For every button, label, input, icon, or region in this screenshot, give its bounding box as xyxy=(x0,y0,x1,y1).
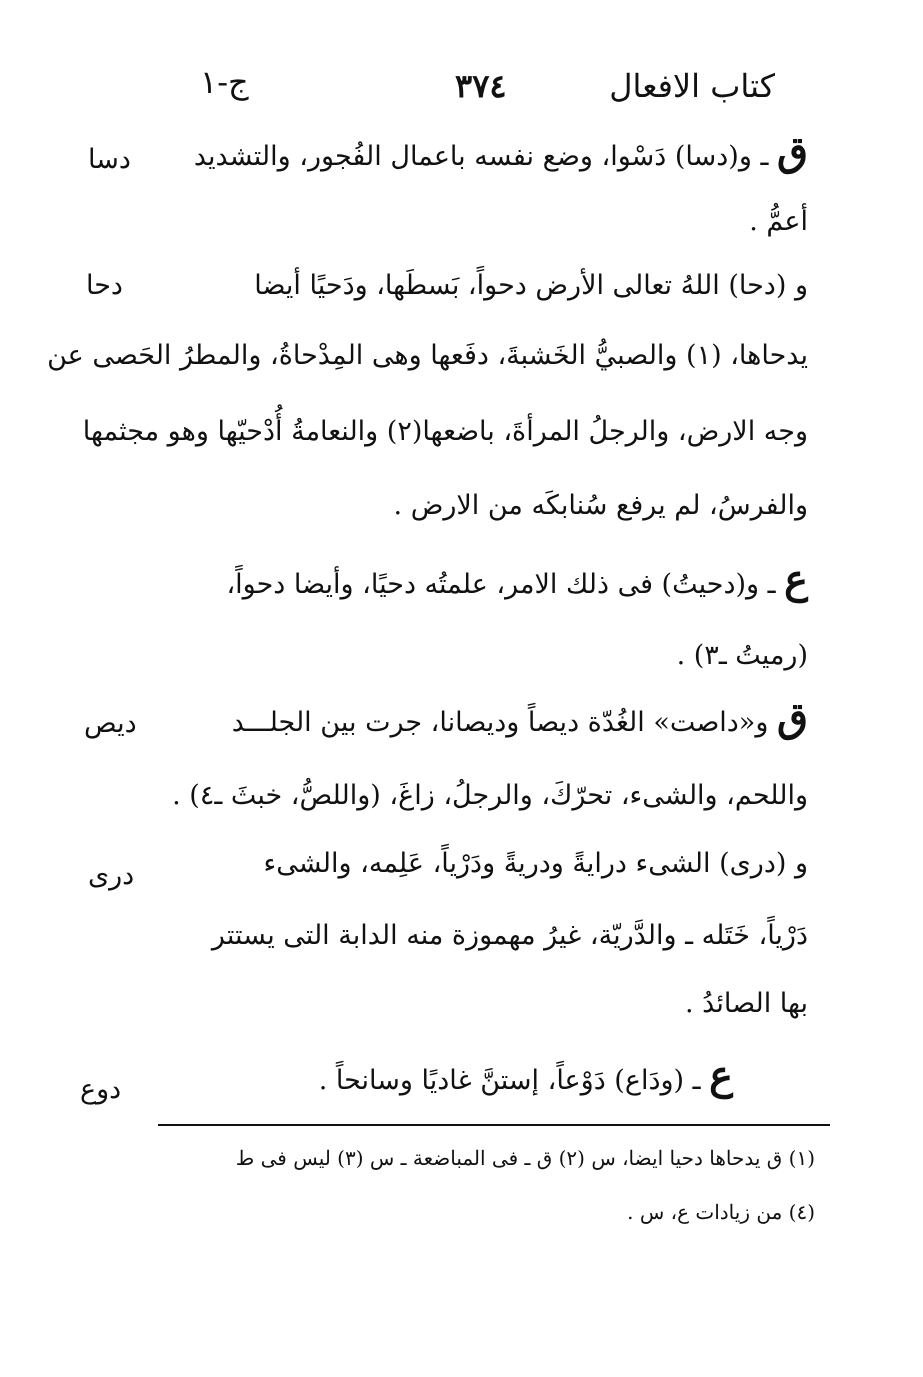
text-line xyxy=(172,778,808,814)
text-line xyxy=(677,638,808,674)
text-line xyxy=(47,338,808,374)
page-number: ٣٧٤ xyxy=(455,67,507,105)
footnote-line: (٤) من زيادات ع، س . xyxy=(627,1200,815,1224)
volume-label: ج-١ xyxy=(200,63,249,101)
margin-word: درى xyxy=(88,860,135,891)
text-line xyxy=(193,128,808,175)
text-line xyxy=(685,986,808,1022)
text-line xyxy=(254,268,808,304)
text-line xyxy=(83,414,808,450)
margin-word: دحا xyxy=(86,270,123,301)
margin-word: دسا xyxy=(88,144,131,175)
line-text: وجه الارض، والرجلُ المرأةَ، باضعها(٢) والنعامةُ أُدْحيّها وهو مجثمها xyxy=(82,416,808,447)
line-text: ـ (ودَاع) دَوْعاً، إستنَّ غاديًا وسانحاً . xyxy=(318,1065,710,1096)
text-line xyxy=(231,694,808,741)
line-text: و«داصت» الغُدّة ديصاً وديصانا، جرت بين الجلـــد xyxy=(231,707,777,738)
margin-word: دوع xyxy=(80,1074,122,1105)
line-text: ـ و(دسا) دَسْوا، وضع نفسه باعمال الفُجور، والتشديد xyxy=(193,141,777,172)
section-letter: ق xyxy=(776,694,808,741)
line-text: و (درى) الشىء درايةً ودريةً ودَرْياً، عَلِمه، والشىء xyxy=(263,848,808,879)
line-text: واللحم، والشىء، تحرّكَ، والرجلُ، زاغَ، (واللصُّ، خبثَ ـ٤) . xyxy=(172,780,808,811)
text-line xyxy=(394,488,808,524)
section-letter: ع xyxy=(784,556,808,603)
line-text: والفرسُ، لم يرفع سُنابكَه من الارض . xyxy=(393,490,808,521)
line-text: يدحاها، (١) والصبيُّ الخَشبةَ، دفَعها وهى المِدْحاةُ، والمطرُ الحَصى عن xyxy=(47,340,808,371)
text-line xyxy=(749,204,808,240)
line-text: (رميتُ ـ٣) . xyxy=(676,640,808,671)
section-letter: ق xyxy=(776,128,808,175)
line-text: و (دحا) اللهُ تعالى الأرض دحواً، بَسطَها، ودَحيًا أيضا xyxy=(254,270,808,301)
footnote-line: (١) ق يدحاها دحيا ايضا، س (٢) ق ـ فى المباضعة ـ س (٣) ليس فى ط xyxy=(235,1146,815,1170)
margin-word: ديص xyxy=(84,708,137,739)
text-line xyxy=(226,556,808,603)
book-title: كتاب الافعال xyxy=(609,67,775,105)
text-line xyxy=(318,1052,733,1099)
footnote-divider xyxy=(158,1124,830,1126)
line-text: ـ و(دحيتُ) فى ذلك الامر، علمتُه دحيًا، وأيضا دحواً، xyxy=(226,569,785,600)
section-letter: ع xyxy=(709,1052,733,1099)
text-line xyxy=(212,918,808,954)
line-text: أعمُّ . xyxy=(749,206,808,237)
text-line xyxy=(264,846,809,882)
line-text: دَرْياً، خَتَله ـ والدَّريّة، غيرُ مهموزة منه الدابة التى يستتر xyxy=(211,920,808,951)
line-text: بها الصائدُ . xyxy=(685,988,808,1019)
